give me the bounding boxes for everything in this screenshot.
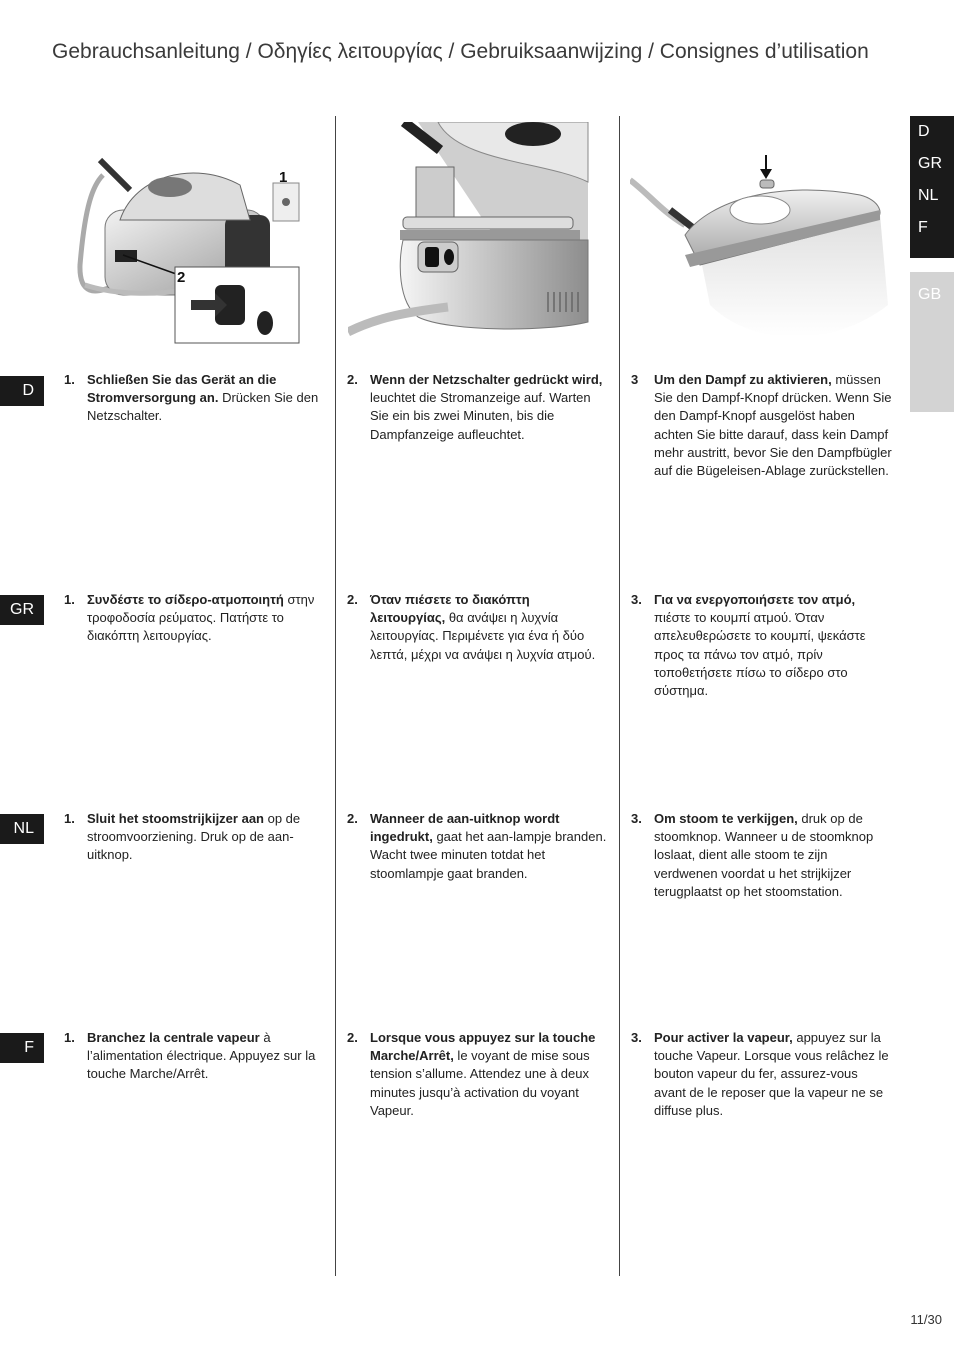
illustration-power-light: [348, 122, 590, 342]
lang-tab-f[interactable]: F: [918, 219, 928, 236]
illustration-steam-button: [630, 155, 892, 350]
step-nl-3: 3. Om stoom te verkijgen, druk op de stoomknop. Wanneer u de stoomknop loslaat, dient alle stoom te zijn verdwenen voordat u het strijkijzer terugplaatst op het stoomstation.: [631, 811, 874, 899]
column-divider-1: [335, 116, 336, 1276]
figure-label-2: 2: [177, 269, 186, 286]
language-nav-inactive: [910, 272, 954, 412]
step-gr-1: 1. Συνδέστε το σίδερο-ατμοποιητή στην τροφοδοσία ρεύματος. Πατήστε το διακόπτη λειτουργίας.: [64, 592, 315, 644]
section-tab-gr: GR: [0, 595, 44, 625]
step-f-3: 3. Pour activer la vapeur, appuyez sur la touche Vapeur. Lorsque vous relâchez le bouton vapeur du fer, assurez-vous avant de le reposer que la vapeur ne se diffuse plus.: [631, 1030, 889, 1118]
figure-label-1: 1: [279, 169, 288, 186]
step-f-2: 2. Lorsque vous appuyez sur la touche Marche/Arrêt, le voyant de mise sous tension s’allume. Attendez une à deux minutes jusqu’à activation du voyant Vapeur.: [347, 1030, 596, 1118]
column-divider-2: [619, 116, 620, 1276]
section-tab-d: D: [0, 376, 44, 406]
lang-tab-d[interactable]: D: [918, 123, 930, 140]
step-d-1: 1. Schließen Sie das Gerät an die Stromversorgung an. Drücken Sie den Netzschalter.: [64, 372, 319, 424]
step-d-2: 2. Wenn der Netzschalter gedrückt wird, leuchtet die Stromanzeige auf. Warten Sie ein bis zwei Minuten, bis die Dampfanzeige aufleuchtet.: [347, 372, 603, 442]
section-tab-f: F: [0, 1033, 44, 1063]
step-gr-3: 3. Για να ενεργοποιήσετε τον ατμό, πιέστε το κουμπί ατμού. Όταν απελευθερώσετε το κουμπί, ψεκάστε προς τα πάνω τον ατμό, πρίν τοποθετήσετε πίσω το σίδερο στο σύστημα.: [631, 592, 866, 699]
lang-tab-gb[interactable]: GB: [918, 286, 942, 303]
step-nl-1: 1. Sluit het stoomstrijkijzer aan op de stroomvoorziening. Druk op de aan-uitknop.: [64, 811, 301, 863]
step-nl-2: 2. Wanneer de aan-uitknop wordt ingedrukt, gaat het aan-lampje branden. Wacht twee minuten totdat het stoomlampje gaat branden.: [347, 811, 607, 881]
illustration-plug-in: [75, 145, 303, 345]
lang-tab-gr[interactable]: GR: [918, 155, 942, 172]
step-d-3: 3 Um den Dampf zu aktivieren, müssen Sie den Dampf-Knopf drücken. Wenn Sie den Dampf-Knopf ausgelöst haben achten Sie bitte darauf, dass kein Dampf mehr austritt, bevor Sie den Dampfbügler auf die Bügeleisen-Ablage zurückstellen.: [631, 372, 892, 479]
step-gr-2: 2. Όταν πιέσετε το διακόπτη λειτουργίας, θα ανάψει η λυχνία λειτουργίας. Περιμένετε για ένα ή δύο λεπτά, μέχρι να ανάψει η λυχνία ατμού.: [347, 592, 596, 662]
page-number: 11/30: [910, 1312, 942, 1327]
step-f-1: 1. Branchez la centrale vapeur à l’alimentation électrique. Appuyez sur la touche Marche/Arrêt.: [64, 1030, 316, 1082]
lang-tab-nl[interactable]: NL: [918, 187, 939, 204]
section-tab-nl: NL: [0, 814, 44, 844]
page-title: Gebrauchsanleitung / Οδηγίες λειτουργίας / Gebruiksaanwijzing / Consignes d’utilisation: [52, 40, 869, 63]
language-nav-active: [910, 116, 954, 258]
